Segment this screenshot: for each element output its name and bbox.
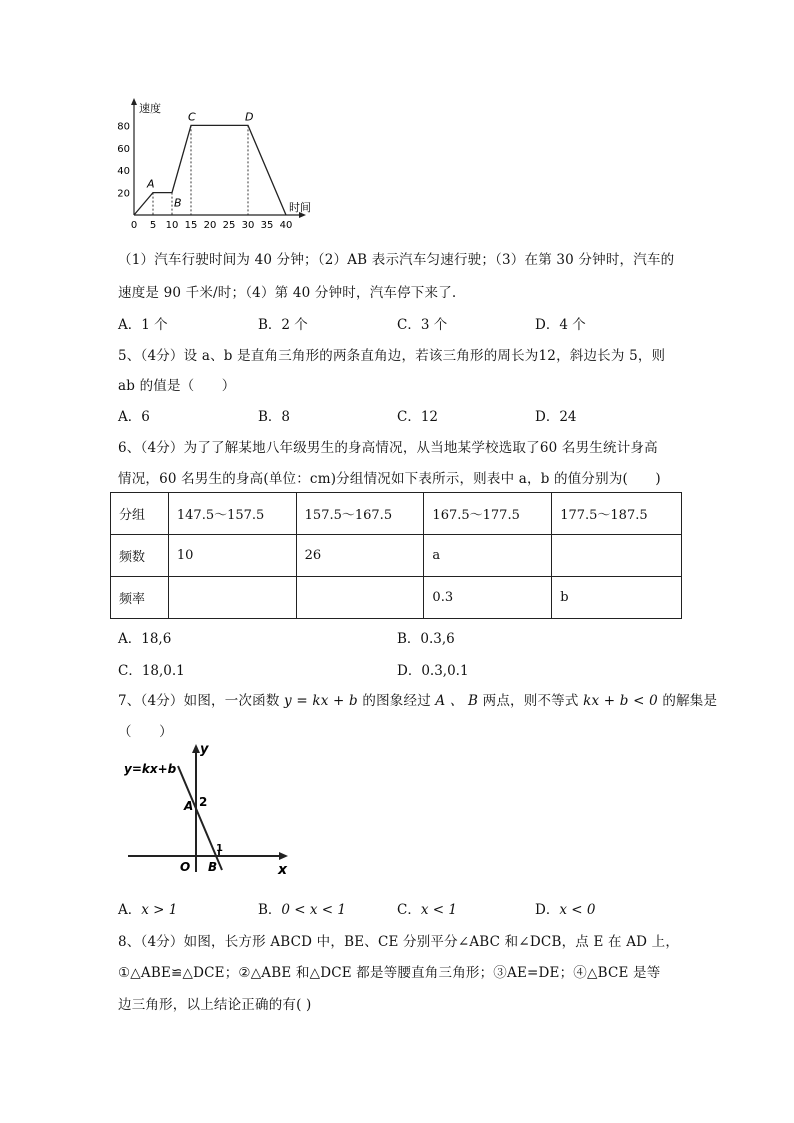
point-label-c: C bbox=[188, 110, 196, 124]
table-cell: 频率 bbox=[111, 577, 169, 619]
table-row bbox=[111, 535, 682, 577]
q5-option-c: C．12 bbox=[397, 409, 439, 425]
function-line bbox=[178, 766, 222, 870]
x-tick-label: 25 bbox=[222, 220, 236, 231]
point-label-b: B bbox=[174, 196, 182, 210]
q8-stem-line1: 8、（4分）如图，长方形 ABCD 中，BE、CE 分别平分∠ABC 和∠DCB，点 E 在 AD 上， bbox=[118, 934, 680, 950]
x-axis-label: x bbox=[278, 862, 288, 878]
q7-option-a bbox=[118, 898, 177, 918]
x-tick-label: 10 bbox=[165, 220, 179, 231]
q7-option-b-expr: 0 < x < 1 bbox=[281, 902, 347, 918]
table-cell bbox=[168, 577, 296, 619]
q7-option-c-expr: x < 1 bbox=[420, 902, 457, 918]
table-cell bbox=[296, 577, 424, 619]
q7-stem-mid: 的图象经过 bbox=[362, 693, 431, 709]
q7-option-a-letter: A． bbox=[118, 902, 142, 918]
q7-function: y = kx + b bbox=[284, 693, 358, 709]
intercept-2-label: 2 bbox=[199, 795, 208, 809]
q7-points: A 、 B bbox=[435, 693, 479, 709]
q6-option-a: A．18,6 bbox=[118, 631, 172, 647]
y-tick-label: 80 bbox=[117, 121, 130, 133]
table-cell: 0.3 bbox=[424, 577, 552, 619]
q4-option-b: B．2 个 bbox=[258, 317, 308, 333]
speed-time-chart bbox=[110, 95, 320, 235]
point-a-label: A bbox=[184, 799, 194, 813]
x-tick-label: 40 bbox=[279, 220, 293, 231]
linear-function-graph bbox=[120, 740, 295, 880]
table-cell: 147.5～157.5 bbox=[168, 493, 296, 535]
q7-option-d-letter: D． bbox=[535, 902, 560, 918]
q7-option-b-letter: B． bbox=[258, 902, 282, 918]
q5-stem-line1: 5、（4分）设 a、b 是直角三角形的两条直角边，若该三角形的周长为12，斜边长为 5，则 bbox=[118, 348, 666, 364]
origin-label: O bbox=[180, 860, 191, 874]
q7-stem-line2: （ ） bbox=[118, 724, 173, 740]
q8-stem-line3: 边三角形，以上结论正确的有( ) bbox=[118, 997, 312, 1013]
table-cell: 167.5～177.5 bbox=[424, 493, 552, 535]
y-tick-label: 20 bbox=[117, 188, 130, 200]
q4-option-a: A．1 个 bbox=[118, 317, 168, 333]
q7-option-d bbox=[535, 898, 595, 918]
q7-option-c-letter: C． bbox=[397, 902, 421, 918]
y-axis-arrow bbox=[192, 744, 200, 753]
table-cell: 26 bbox=[296, 535, 424, 577]
x-tick-label: 20 bbox=[203, 220, 217, 231]
y-axis-label: y bbox=[200, 742, 209, 757]
y-axis-label: 速度 bbox=[139, 102, 161, 115]
q4-option-c: C．3 个 bbox=[397, 317, 448, 333]
q5-option-d: D．24 bbox=[535, 409, 577, 425]
q7-stem-prefix: 7、（4分）如图，一次函数 bbox=[118, 693, 280, 709]
q7-option-c bbox=[397, 898, 457, 918]
point-b-label: B bbox=[208, 860, 218, 874]
q7-option-d-expr: x < 0 bbox=[559, 902, 596, 918]
q6-stem-line1: 6、（4分）为了了解某地八年级男生的身高情况，从当地某学校选取了60 名男生统计身高 bbox=[118, 440, 658, 456]
x-tick-label: 5 bbox=[149, 220, 157, 231]
q7-stem-suffix: 的解集是 bbox=[662, 693, 718, 709]
speed-line bbox=[134, 125, 286, 215]
table-cell: a bbox=[424, 535, 552, 577]
table-cell: 157.5～167.5 bbox=[296, 493, 424, 535]
q7-inequality: kx + b < 0 bbox=[583, 693, 658, 709]
q7-stem-mid2: 两点，则不等式 bbox=[482, 693, 579, 709]
x-tick-label: 30 bbox=[241, 220, 255, 231]
q5-option-a: A．6 bbox=[118, 409, 150, 425]
q8-stem-line2: ①△ABE≌△DCE；②△ABE 和△DCE 都是等腰直角三角形；③AE=DE；④△BCE 是等 bbox=[118, 965, 661, 981]
q5-stem-line2: ab 的值是（ ） bbox=[118, 378, 236, 394]
q7-option-a-expr: x > 1 bbox=[141, 902, 178, 918]
frequency-table bbox=[110, 492, 682, 619]
x-tick-label: 35 bbox=[260, 220, 274, 231]
table-cell: 频数 bbox=[111, 535, 169, 577]
tick-1-label: 1 bbox=[216, 843, 223, 854]
x-tick-label: 15 bbox=[184, 220, 198, 231]
q4-statement-line2: 速度是 90 千米/时；（4）第 40 分钟时，汽车停下来了. bbox=[118, 285, 457, 301]
func-label: y=kx+b bbox=[124, 762, 177, 776]
table-cell: 177.5～187.5 bbox=[552, 493, 682, 535]
table-cell bbox=[552, 535, 682, 577]
point-label-a: A bbox=[147, 177, 155, 191]
table-row bbox=[111, 577, 682, 619]
table-cell: 分组 bbox=[111, 493, 169, 535]
x-axis-label: 时间 bbox=[289, 201, 311, 214]
q6-option-b: B．0.3,6 bbox=[397, 631, 455, 647]
y-tick-label: 60 bbox=[117, 143, 130, 155]
point-label-d: D bbox=[245, 110, 254, 124]
x-tick-label: 0 bbox=[130, 220, 138, 231]
q7-stem-line1 bbox=[118, 689, 717, 709]
y-tick-label: 40 bbox=[117, 166, 130, 178]
q5-option-b: B．8 bbox=[258, 409, 291, 425]
q4-statement-line1: （1）汽车行驶时间为 40 分钟；（2）AB 表示汽车匀速行驶；（3）在第 30 分钟时，汽车的 bbox=[118, 252, 675, 268]
q6-option-d: D．0.3,0.1 bbox=[397, 663, 469, 679]
table-cell: b bbox=[552, 577, 682, 619]
table-cell: 10 bbox=[168, 535, 296, 577]
q4-option-d: D．4 个 bbox=[535, 317, 586, 333]
x-axis-arrow bbox=[279, 852, 288, 860]
q6-stem-line2: 情况，60 名男生的身高(单位：cm)分组情况如下表所示，则表中 a，b 的值分别为( ) bbox=[118, 471, 661, 487]
q7-option-b bbox=[258, 898, 346, 918]
table-row bbox=[111, 493, 682, 535]
q6-option-c: C．18,0.1 bbox=[118, 663, 185, 679]
y-axis-arrow bbox=[131, 98, 137, 105]
